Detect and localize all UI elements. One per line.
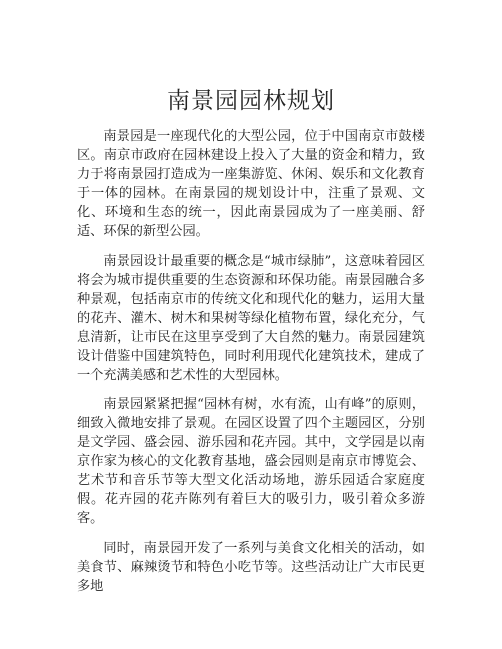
paragraph-2: 南景园设计最重要的概念是“城市绿肺”，这意味着园区将会为城市提供重要的生态资源和环保功能。南景园融合多种景观，包括南京市的传统文化和现代化的魅力，运用大量的花卉、灌木、树木和果树等绿化植物布置，绿化充分，气息清新，让市民在这里享受到了大自然的魅力。南景园建筑设计借鉴中国建筑特色，同时利用现代化建筑技术，建成了一个充满美感和艺术性的大型园林。 [77, 253, 425, 383]
paragraph-1: 南景园是一座现代化的大型公园，位于中国南京市鼓楼区。南京市政府在园林建设上投入了大量的资金和精力，致力于将南景园打造成为一座集游览、休闲、娱乐和文化教育于一体的园林。在南景园的规划设计中，注重了景观、文化、环境和生态的统一，因此南景园成为了一座美丽、舒适、环保的新型公园。 [77, 129, 425, 239]
paragraph-3: 南景园紧紧把握“园林有树，水有流，山有峰”的原则，细致入微地安排了景观。在园区设置了四个主题园区，分别是文学园、盛会园、游乐园和花卉园。其中，文学园是以南京作家为核心的文化教育基地，盛会园则是南京市博览会、艺术节和音乐节等大型文化活动场地，游乐园适合家庭度假。花卉园的花卉陈列有着巨大的吸引力，吸引着众多游客。 [77, 397, 425, 526]
document-title: 南景园园林规划 [167, 88, 335, 114]
document-body [77, 127, 425, 606]
paragraph-4: 同时，南景园开发了一系列与美食文化相关的活动，如美食节、麻辣烫节和特色小吃节等。这些活动让广大市民更多地 [77, 540, 425, 594]
